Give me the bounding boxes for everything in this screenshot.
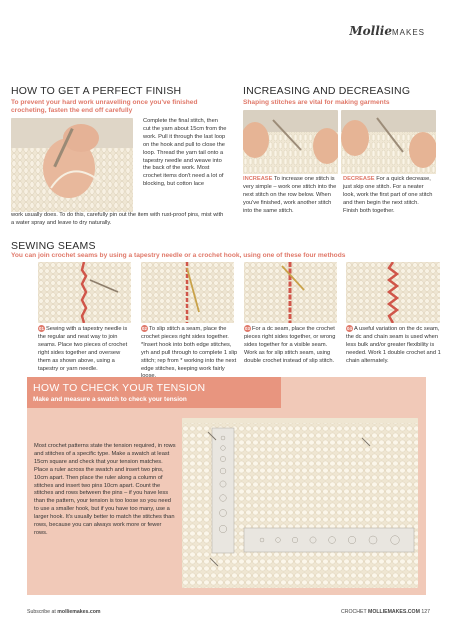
- increase-lead: INCREASE: [243, 176, 273, 182]
- finish-body-bottom: work usually does. To do this, carefully pin out the item with rust-proof pins, mist with a water spray and leave to dry naturally.: [11, 212, 224, 226]
- seam-photo-4: [346, 262, 440, 323]
- seam-caption-3: [244, 325, 339, 366]
- seam-photo-2: [141, 262, 234, 323]
- finish-title: HOW TO GET A PERFECT FINISH: [11, 85, 182, 97]
- seam-caption-1: [38, 325, 133, 373]
- seams-title: SEWING SEAMS: [11, 240, 96, 252]
- seam-number-3: 03: [245, 326, 250, 331]
- decrease-body: For a quick decrease, just skip one stitch. For a neater look, work the first part of one stitch and then begin the next stitch. Finish both together.: [343, 176, 433, 214]
- tension-title: HOW TO CHECK YOUR TENSION: [33, 382, 206, 394]
- seam-number-1: 01: [39, 326, 44, 331]
- footer-section: CROCHET: [341, 609, 369, 615]
- logo-script: Mollie: [349, 24, 392, 38]
- seam-text-4: A useful variation on the dc seam, the dc and chain seam is used when less bulk and/or greater flexibility is needed. Work 1 double crochet and 1 chain alternately.: [346, 326, 441, 364]
- seam-text-1: Sewing with a tapestry needle is the regular and neat way to join seams. Place two pieces of crochet right sides together and oversew them as shown above, using a tapestry or yarn needle.: [38, 326, 128, 372]
- decrease-lead: DECREASE: [343, 176, 375, 182]
- decrease-photo: [341, 110, 436, 174]
- seam-caption-4: [346, 325, 441, 366]
- increase-photo: [243, 110, 338, 174]
- seam-text-2: To slip stitch a seam, place the crochet pieces right sides together. *Insert hook into both edge stitches, yrh and pull through to complete 1 slip stitch; rep from * working into the next edge stitches, keeping work fairly: [141, 326, 238, 372]
- finish-subtitle: To prevent your hard work unravelling once you've finished crocheting, fasten the end off carefully: [11, 99, 198, 114]
- tension-header: [27, 377, 281, 408]
- logo-caps: MAKES: [391, 28, 425, 37]
- tension-photo: [182, 418, 418, 588]
- seam-photo-3: [244, 262, 337, 323]
- seams-subtitle: You can join crochet seams by using a tapestry needle or a crochet hook, using one of these four methods: [11, 252, 346, 259]
- footer-subscribe-link[interactable]: molliemakes.com: [57, 609, 101, 615]
- seam-number-4: 04: [347, 326, 352, 331]
- page-number: 127: [421, 609, 430, 615]
- magazine-logo: [349, 22, 425, 40]
- finish-body-right: Complete the final stitch, then cut the yarn about 15cm from the work. Pull it through the last loop on the hook and pull to close the loop. Thread the yarn tail onto a tapestry needle and weave into the back of the work. Most crochet items don't need a lot of blocking, but cotton lace: [143, 118, 227, 188]
- seam-caption-2: [141, 325, 238, 381]
- incdec-title: INCREASING AND DECREASING: [243, 85, 411, 97]
- footer-site: MOLLIEMAKES.COM: [368, 609, 420, 615]
- tension-body: Most crochet patterns state the tension required, in rows and stitches of a specific type. Make a swatch at least 15cm square and check that your tension matches. Place a ruler across the swatch and insert two pins, 10cm apart. Then place the ruler along a column of stitches and insert two pins 10cm apart. Count the stitches and rows between the pins – if you have less than the pattern, your tension is too loose so you need to use a smaller hook, but if you have too many, use a larger hook. It's usually better to match the stitches than rows, because you can always work more or fewer rows.: [34, 443, 176, 536]
- incdec-subtitle: Shaping stitches are vital for making garments: [243, 99, 390, 106]
- footer-left: [27, 609, 101, 615]
- footer-subscribe-text: Subscribe at: [27, 609, 58, 615]
- seam-photo-1: [38, 262, 131, 323]
- decrease-text: [343, 176, 435, 216]
- seam-text-3: For a dc seam, place the crochet pieces right sides together, or wrong sides together for a visible seam. Work as for slip stitch seam, using double crochet instead of slip stitch.: [244, 326, 336, 364]
- increase-text: [243, 176, 338, 216]
- tension-subtitle: Make and measure a swatch to check your tension: [33, 396, 187, 403]
- increase-body: To increase one stitch is very simple – work one stitch into the next stitch on the row below. When you've finished, work another stitch into the same stitch.: [243, 176, 337, 214]
- seam-number-2: 02: [142, 326, 147, 331]
- footer-right: [341, 609, 430, 615]
- finish-photo: [11, 118, 133, 212]
